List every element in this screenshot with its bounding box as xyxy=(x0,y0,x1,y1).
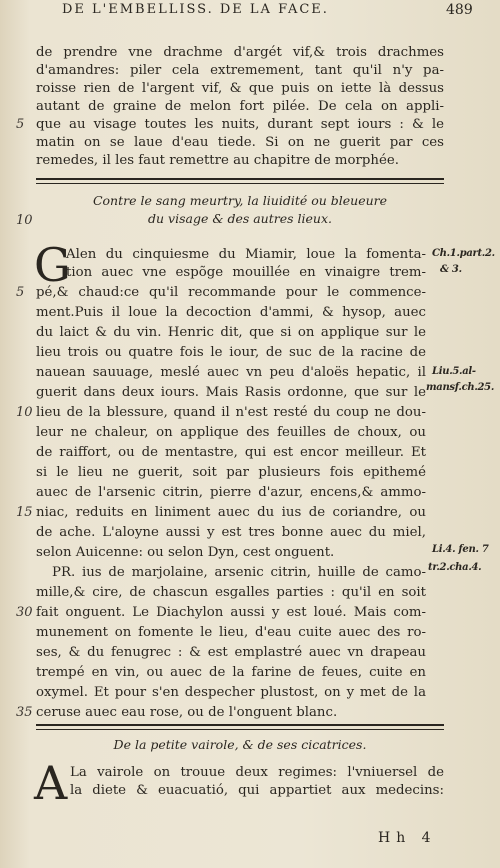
text-line: ment.Puis il loue la decoction d'ammi, & hysop, auec xyxy=(36,305,426,320)
line-number: 10 xyxy=(16,213,33,228)
text-line: nauean sauuage, meslé auec vn peu d'aloës hepatic, il xyxy=(36,365,426,380)
section-title: Contre le sang meurtry, la liuidité ou bleueure xyxy=(92,193,388,208)
line-number: 10 xyxy=(16,405,33,420)
text-line: fait onguent. Le Diachylon aussi y est loué. Mais com- xyxy=(36,605,426,620)
text-line: pé,& chaud:ce qu'il recommande pour le commence- xyxy=(36,285,426,300)
section-rule xyxy=(36,183,444,184)
text-line: trempé en vin, ou auec de la farine de feues, cuite en xyxy=(36,665,426,680)
text-line: La vairole on trouue deux regimes: l'vniuersel de xyxy=(70,765,444,780)
text-line: munement on fomente le lieu, d'eau cuite auec des ro- xyxy=(36,625,426,640)
text-line: d'amandres: piler cela extremement, tant qu'il n'y pa- xyxy=(36,63,444,78)
page-number: 489 xyxy=(446,2,473,18)
margin-note: Liu.5.al- xyxy=(432,366,476,377)
text-line: niac, reduits en liniment auec du ius de coriandre, ou xyxy=(36,505,426,520)
line-number: 15 xyxy=(16,505,33,520)
section-title: du visage & des autres lieux. xyxy=(148,211,332,226)
line-number: 35 xyxy=(16,705,33,720)
text-line: guerit dans deux iours. Mais Rasis ordonne, que sur le xyxy=(36,385,426,400)
text-line: ses, & du fenugrec : & est emplastré auec vn drapeau xyxy=(36,645,426,660)
text-line: si le lieu ne guerit, soit par plusieurs fois epithemé xyxy=(36,465,426,480)
section-rule xyxy=(36,724,444,726)
margin-note: mansf.ch.25. xyxy=(426,382,495,393)
text-line: ceruse auec eau rose, ou de l'onguent blanc. xyxy=(36,705,338,720)
text-line: la diete & euacuatió, qui appartiet aux medecins: xyxy=(70,783,444,798)
text-line: autant de graine de melon fort pilée. De cela on appli- xyxy=(36,99,444,114)
margin-note: Li.4. fen. 7 xyxy=(432,544,489,555)
drop-cap: A xyxy=(34,756,68,810)
line-number: 5 xyxy=(16,285,25,300)
margin-note: & 3. xyxy=(440,264,462,275)
catchword: Hh 4 xyxy=(378,830,437,846)
margin-note: tr.2.cha.4. xyxy=(428,562,482,573)
text-line: selon Auicenne: ou selon Dyn, cest onguent. xyxy=(36,545,335,560)
section-title: De la petite vairole, & de ses cicatrices. xyxy=(113,737,367,752)
line-number: 5 xyxy=(16,117,25,132)
text-line: auec de l'arsenic citrin, pierre d'azur, encens,& ammo- xyxy=(36,485,426,500)
text-line: lieu de la blessure, quand il n'est resté du coup ne dou- xyxy=(36,405,426,420)
text-line: de prendre vne drachme d'argét vif,& trois drachmes xyxy=(36,45,444,60)
line-number: 30 xyxy=(16,605,33,620)
text-line: leur ne chaleur, on applique des feuilles de choux, ou xyxy=(36,425,426,440)
text-line: lieu trois ou quatre fois le iour, de suc de la racine de xyxy=(36,345,426,360)
text-line: de raiffort, ou de mentastre, qui est encor meilleur. Et xyxy=(36,445,426,460)
text-line: Alen du cinquiesme du Miamir, loue la fomenta- xyxy=(66,247,426,262)
text-line: tion auec vne espõge mouillée en vinaigre trem- xyxy=(66,265,426,280)
margin-note: Ch.1.part.2. xyxy=(432,248,495,259)
text-line: remedes, il les faut remettre au chapitre de morphée. xyxy=(36,153,399,168)
drop-cap: G xyxy=(34,238,71,292)
text-line: PR. ius de marjolaine, arsenic citrin, huille de camo- xyxy=(52,565,426,580)
text-line: oxymel. Et pour s'en despecher plustost, on y met de la xyxy=(36,685,426,700)
text-line: du laict & du vin. Henric dit, que si on applique sur le xyxy=(36,325,426,340)
text-line: que au visage toutes les nuits, durant sept iours : & le xyxy=(36,117,444,132)
text-line: de ache. L'aloyne aussi y est tres bonne auec du miel, xyxy=(36,525,426,540)
section-rule xyxy=(36,729,444,730)
text-line: roisse rien de l'argent vif, & que puis on iette là dessus xyxy=(36,81,444,96)
text-line: matin on se laue d'eau tiede. Si on ne guerit par ces xyxy=(36,135,444,150)
text-line: mille,& cire, de chascun esgalles parties : qu'il en soit xyxy=(36,585,426,600)
section-rule xyxy=(36,178,444,180)
running-title: DE L'EMBELLISS. DE LA FACE. xyxy=(62,2,329,17)
